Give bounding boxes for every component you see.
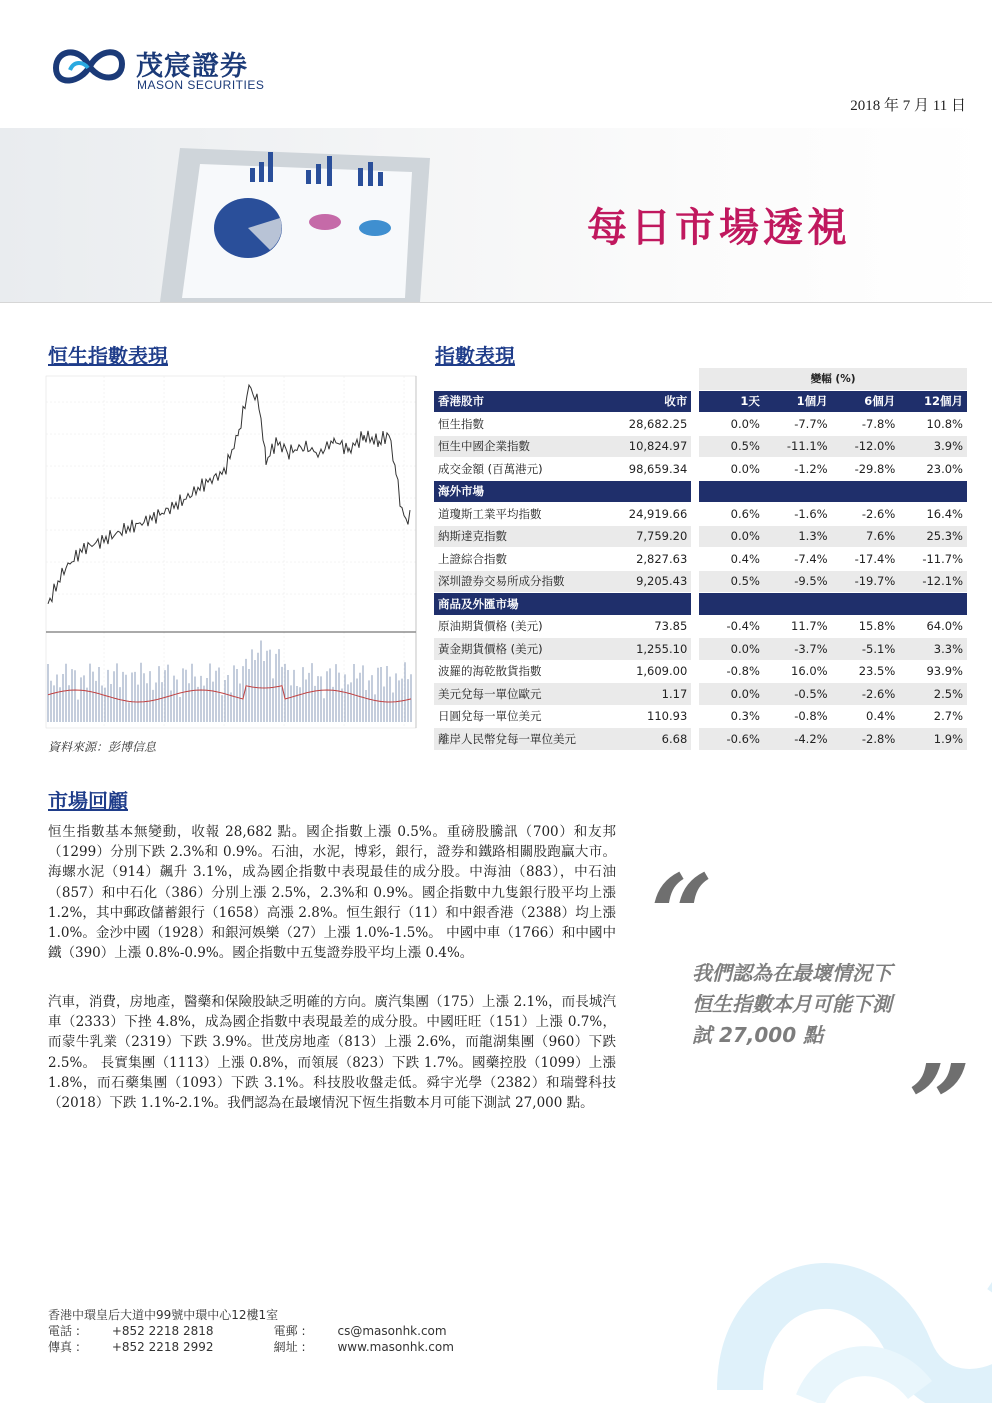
table-row [434, 638, 967, 661]
pull-quote [692, 958, 962, 1051]
change-m1: -4.2% [764, 728, 832, 751]
change-m12: -11.7% [899, 548, 967, 571]
index-name: 原油期貨價格 (美元) [434, 615, 608, 638]
change-m1: 11.7% [764, 615, 832, 638]
change-d1: 0.5% [699, 570, 764, 593]
review-paragraph-1: 恒生指數基本無變動，收報 28,682 點。國企指數上漲 0.5%。重磅股騰訊（700）和友邦（1299）分別下跌 2.3%和 0.9%。石油，水泥，博彩，銀行，證券和鐵路相關股跑贏大市。海螺水泥（914）飆升 3.1%，成為國企指數中表現最佳的成分股。中海油（883），中石油（857）和中石化（386）分別上漲 2.5%，2.3%和 0.9%。國企指數中九隻銀行股平均上漲 1.2%，其中郵政儲蓄銀行（1658）高漲 2.8%。恒生銀行（11）和中銀香港（2388）均上漲 1.0%。金沙中國（1928）和銀河娛樂（27）上漲 1.0%-1.5%。 中國中車（1766）和中國中鐵（390）上漲 0.8%-0.9%。國企指數中五隻證券股平均上漲 0.4%。 [48, 824, 616, 962]
index-name: 道瓊斯工業平均指數 [434, 503, 608, 526]
banner-title: 每日市場透視 [587, 205, 851, 251]
email-label: 電郵 [273, 1324, 298, 1338]
change-m6: -17.4% [832, 548, 900, 571]
close-value: 28,682.25 [608, 413, 692, 436]
tel-label: 電話 [48, 1324, 73, 1338]
hsi-chart [44, 372, 426, 734]
change-m6: -2.8% [832, 728, 900, 751]
table-row [434, 615, 967, 638]
change-m12: 3.3% [899, 638, 967, 661]
change-d1: -0.4% [699, 615, 764, 638]
index-name: 恒生中國企業指數 [434, 435, 608, 458]
change-m1: 16.0% [764, 660, 832, 683]
index-performance-table [434, 368, 967, 751]
change-d1: 0.5% [699, 435, 764, 458]
change-m1: -11.1% [764, 435, 832, 458]
change-m12: -12.1% [899, 570, 967, 593]
change-m1: -3.7% [764, 638, 832, 661]
change-m6: -7.8% [832, 413, 900, 436]
change-d1: 0.3% [699, 705, 764, 728]
change-m12: 3.9% [899, 435, 967, 458]
index-section-title: 指數表現 [435, 344, 515, 368]
change-d1: -0.6% [699, 728, 764, 751]
index-name: 深圳證券交易所成分指數 [434, 570, 608, 593]
index-name: 波羅的海乾散貨指數 [434, 660, 608, 683]
change-d1: 0.0% [699, 525, 764, 548]
index-name: 離岸人民幣兌每一單位美元 [434, 728, 608, 751]
change-d1: -0.8% [699, 660, 764, 683]
chart-source: 資料來源：彭博信息 [48, 740, 157, 754]
report-date: 2018 年 7 月 11 日 [850, 98, 966, 114]
change-m12: 93.9% [899, 660, 967, 683]
index-name: 美元兌每一單位歐元 [434, 683, 608, 706]
change-m1: 1.3% [764, 525, 832, 548]
change-m12: 64.0% [899, 615, 967, 638]
table-row [434, 435, 967, 458]
change-m12: 2.5% [899, 683, 967, 706]
table-row [434, 660, 967, 683]
close-value: 7,759.20 [608, 525, 692, 548]
close-value: 6.68 [608, 728, 692, 751]
column-header: 1個月 [764, 390, 832, 413]
close-value: 73.85 [608, 615, 692, 638]
website-link[interactable]: www.masonhk.com [337, 1340, 454, 1354]
group-header-row [434, 390, 967, 413]
close-value: 10,824.97 [608, 435, 692, 458]
pull-quote-line-2: 恒生指數本月可能下測 [692, 992, 892, 1016]
group-name: 商品及外匯市場 [434, 593, 608, 616]
close-value: 24,919.66 [608, 503, 692, 526]
change-m12: 1.9% [899, 728, 967, 751]
group-header-row [434, 593, 967, 616]
table-row [434, 413, 967, 436]
change-m12: 16.4% [899, 503, 967, 526]
close-quote-mark: ” [908, 1040, 972, 1169]
change-d1: 0.0% [699, 638, 764, 661]
change-m12: 2.7% [899, 705, 967, 728]
index-name: 成交金額 (百萬港元) [434, 458, 608, 481]
column-header: 收市 [608, 390, 692, 413]
change-d1: 0.0% [699, 683, 764, 706]
change-header: 變幅 (%) [699, 368, 967, 390]
group-name: 海外市場 [434, 480, 608, 503]
close-value: 110.93 [608, 705, 692, 728]
change-m1: -1.2% [764, 458, 832, 481]
change-m6: 23.5% [832, 660, 900, 683]
table-row [434, 525, 967, 548]
change-m6: -2.6% [832, 683, 900, 706]
table-row [434, 548, 967, 571]
change-d1: 0.4% [699, 548, 764, 571]
change-header-row [434, 368, 967, 390]
table-row [434, 458, 967, 481]
tel-number: +852 2218 2818 [111, 1324, 214, 1338]
group-name: 香港股市 [434, 390, 608, 413]
change-m1: -0.8% [764, 705, 832, 728]
change-m1: -7.7% [764, 413, 832, 436]
index-name: 上證綜合指數 [434, 548, 608, 571]
change-m6: -5.1% [832, 638, 900, 661]
close-value: 1.17 [608, 683, 692, 706]
change-d1: 0.0% [699, 458, 764, 481]
close-value: 2,827.63 [608, 548, 692, 571]
index-name: 納斯達克指數 [434, 525, 608, 548]
index-name: 日圓兌每一單位美元 [434, 705, 608, 728]
close-value: 98,659.34 [608, 458, 692, 481]
close-value: 9,205.43 [608, 570, 692, 593]
change-m6: -19.7% [832, 570, 900, 593]
logo-watermark-icon [700, 1230, 992, 1403]
fax-label: 傳真 [48, 1340, 73, 1354]
logo-mark-icon [50, 42, 128, 90]
web-label: 網址 [273, 1340, 298, 1354]
change-m12: 23.0% [899, 458, 967, 481]
email-link[interactable]: cs@masonhk.com [337, 1324, 447, 1338]
footer-address: 香港中環皇后大道中99號中環中心12樓1室 [48, 1308, 279, 1322]
tablet-illustration [120, 128, 450, 302]
pull-quote-line-1: 我們認為在最壞情況下 [692, 961, 892, 985]
group-header-row [434, 480, 967, 503]
change-m12: 10.8% [899, 413, 967, 436]
change-m6: -12.0% [832, 435, 900, 458]
change-m1: -9.5% [764, 570, 832, 593]
table-row [434, 503, 967, 526]
footer: 香港中環皇后大道中99號中環中心12樓1室 電話 : +852 2218 2818 電郵 : cs@masonhk.com 傳真 : +852 2218 2992 網址 : www.masonhk.com [48, 1308, 454, 1354]
table-row [434, 683, 967, 706]
change-m6: 7.6% [832, 525, 900, 548]
close-value: 1,609.00 [608, 660, 692, 683]
change-d1: 0.6% [699, 503, 764, 526]
change-m6: -2.6% [832, 503, 900, 526]
change-m12: 25.3% [899, 525, 967, 548]
change-m6: 15.8% [832, 615, 900, 638]
column-header: 1天 [699, 390, 764, 413]
open-quote-mark: “ [650, 850, 714, 979]
table-row [434, 705, 967, 728]
review-section-title: 市場回顧 [48, 789, 128, 813]
fax-number: +852 2218 2992 [111, 1340, 214, 1354]
index-name: 黃金期貨價格 (美元) [434, 638, 608, 661]
column-header: 12個月 [899, 390, 967, 413]
close-value: 1,255.10 [608, 638, 692, 661]
logo-chinese-name: 茂宸證券 [136, 51, 248, 82]
change-d1: 0.0% [699, 413, 764, 436]
logo-english-name: MASON SECURITIES [137, 78, 265, 92]
table-row [434, 570, 967, 593]
change-m1: -1.6% [764, 503, 832, 526]
index-name: 恒生指數 [434, 413, 608, 436]
hsi-section-title: 恒生指數表現 [48, 344, 168, 368]
change-m6: -29.8% [832, 458, 900, 481]
table-row [434, 728, 967, 751]
change-m1: -7.4% [764, 548, 832, 571]
change-m6: 0.4% [832, 705, 900, 728]
pull-quote-line-3: 試 27,000 點 [692, 1023, 824, 1047]
review-paragraph-2: 汽車，消費，房地產，醫藥和保險股缺乏明確的方向。廣汽集團（175）上漲 2.1%，而長城汽車（2333）下挫 4.8%，成為國企指數中表現最差的成分股。中國旺旺（151）上漲 0.7%，而蒙牛乳業（2319）下跌 3.9%。世茂房地產（813）上漲 2.6%，而龍湖集團（960）下跌 2.5%。 長實集團（1113）上漲 0.8%，而領展（823）下跌 1.7%。國藥控股（1099）上漲 1.8%，而石藥集團（1093）下跌 3.1%。科技股收盤走低。舜宇光學（2382）和瑞聲科技（2018）下跌 1.1%-2.1%。我們認為在最壞情況下恆生指數本月可能下測試 27,000 點。 [48, 994, 616, 1112]
change-m1: -0.5% [764, 683, 832, 706]
column-header: 6個月 [832, 390, 900, 413]
